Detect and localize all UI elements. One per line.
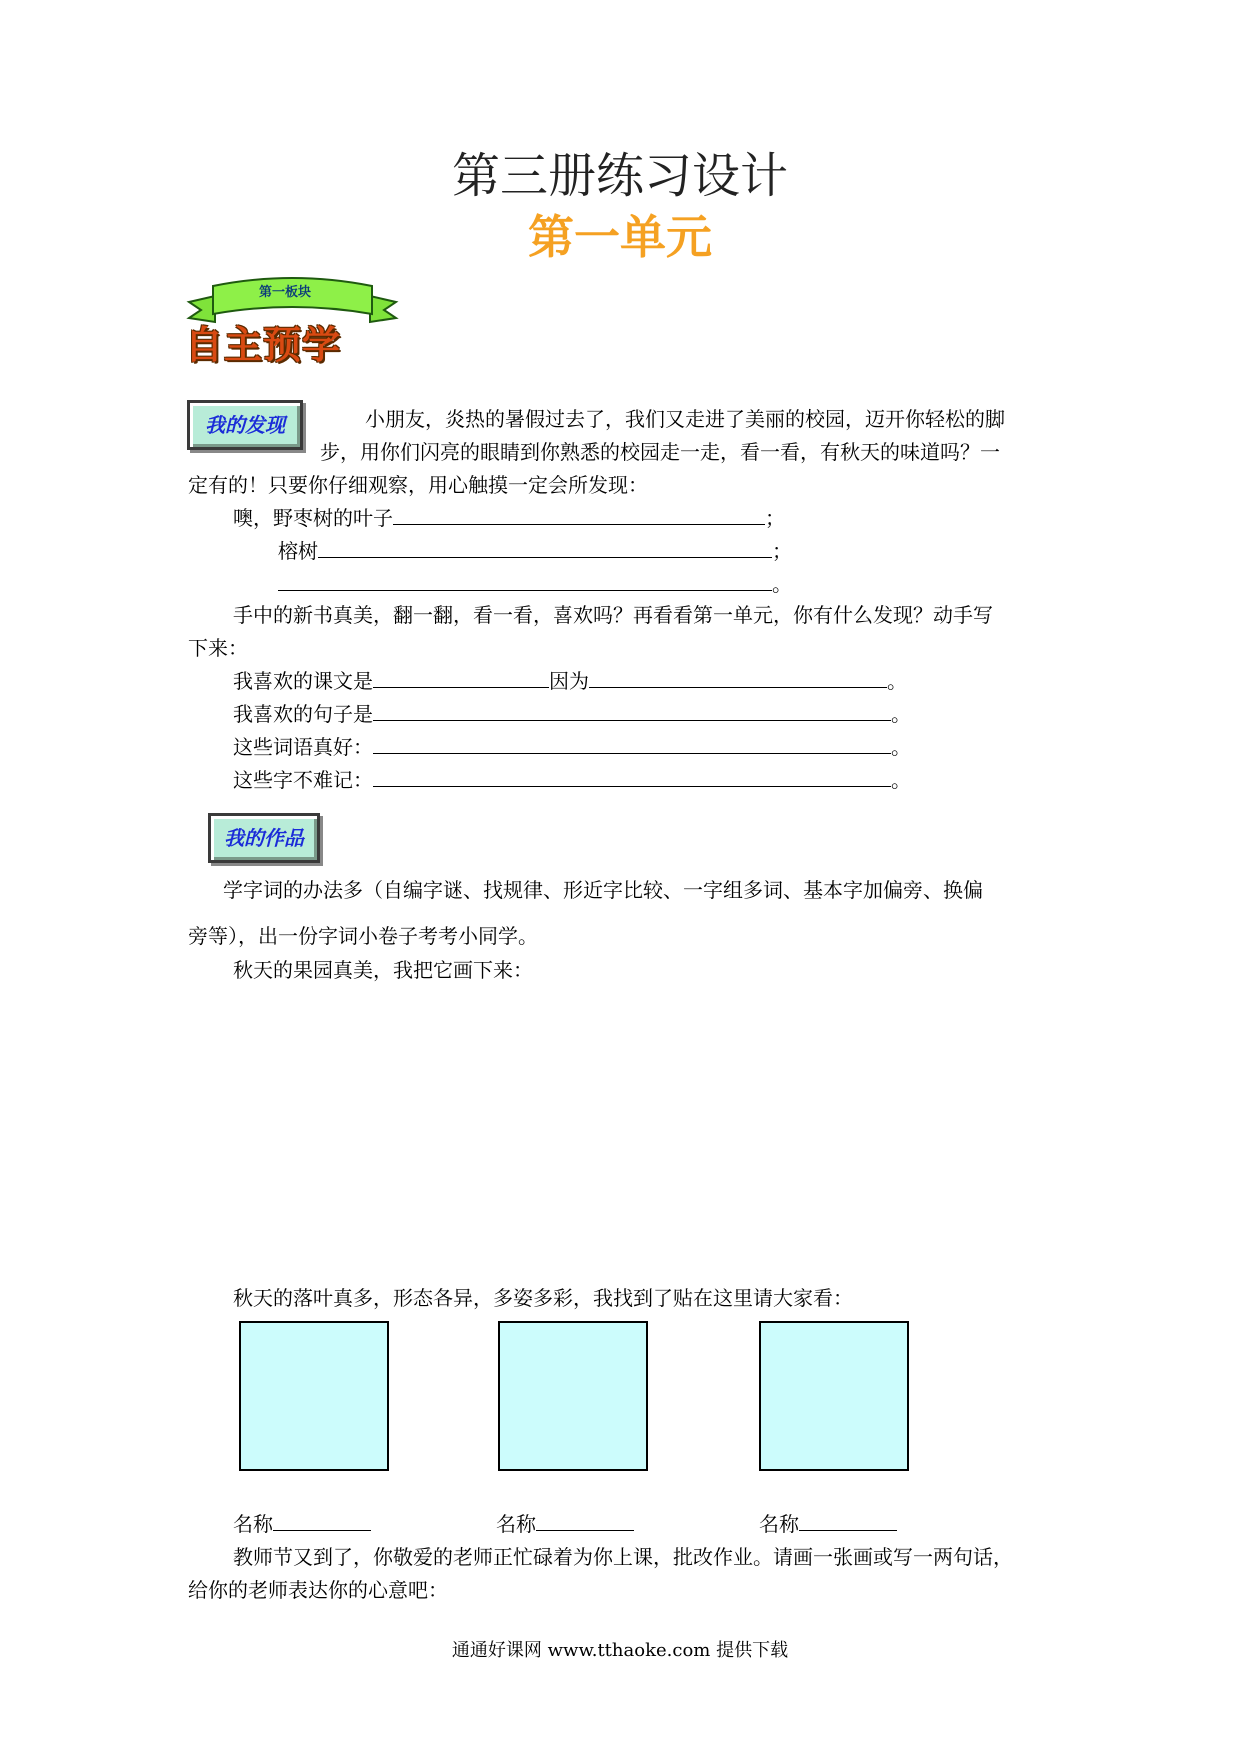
method-line-2: 旁等），出一份字词小卷子考考小同学。 — [188, 924, 538, 948]
answer-line[interactable] — [373, 667, 549, 688]
fill-prefix: 我喜欢的课文是 — [233, 669, 373, 693]
fill-prefix: 我喜欢的句子是 — [233, 702, 373, 726]
answer-line[interactable] — [393, 504, 765, 525]
intro-line-2: 步，用你们闪亮的眼睛到你熟悉的校园走一走，看一看，有秋天的味道吗？一 — [320, 440, 1000, 464]
leaves-line: 秋天的落叶真多，形态各异，多姿多彩，我找到了贴在这里请大家看： — [233, 1286, 853, 1310]
book-line-2: 下来： — [188, 636, 248, 660]
fill-end: 。 — [891, 735, 911, 759]
easy-chars-row — [233, 766, 911, 794]
answer-line[interactable] — [536, 1510, 634, 1531]
fill-prefix: 这些字不难记： — [233, 768, 373, 792]
leaf-box[interactable] — [759, 1321, 909, 1471]
leaf-box[interactable] — [239, 1321, 389, 1471]
answer-line[interactable] — [273, 1510, 371, 1531]
fav-text-row — [233, 667, 907, 695]
drawing-area[interactable] — [188, 995, 1048, 1265]
answer-line[interactable] — [278, 570, 772, 591]
fill-prefix: 噢，野枣树的叶子 — [233, 506, 393, 530]
teacher-line-1: 教师节又到了，你敬爱的老师正忙碌着为你上课，批改作业。请画一张画或写一两句话， — [233, 1545, 1013, 1569]
book-line-1: 手中的新书真美，翻一翻，看一看，喜欢吗？再看看第一单元，你有什么发现？动手写 — [233, 603, 993, 627]
badge-discovery: 我的发现 — [187, 400, 303, 450]
fill-row-1 — [233, 504, 785, 532]
answer-line[interactable] — [373, 766, 891, 787]
fill-end: 。 — [887, 669, 907, 693]
fav-sentence-row — [233, 700, 911, 728]
leaf-box[interactable] — [498, 1321, 648, 1471]
answer-line[interactable] — [318, 537, 772, 558]
fill-end: 。 — [772, 572, 792, 596]
ribbon-label: 第一板块 — [258, 285, 311, 300]
orchard-line: 秋天的果园真美，我把它画下来： — [233, 958, 533, 982]
section-banner — [185, 270, 400, 370]
fill-end: ； — [765, 506, 785, 530]
name-label: 名称 — [233, 1512, 273, 1536]
answer-line[interactable] — [589, 667, 887, 688]
answer-line[interactable] — [373, 733, 891, 754]
intro-line-3: 定有的！只要你仔细观察，用心触摸一定会所发现： — [188, 473, 648, 497]
fill-end: 。 — [891, 768, 911, 792]
fill-prefix: 这些词语真好： — [233, 735, 373, 759]
fill-row-3 — [278, 570, 792, 598]
intro-line-1: 小朋友，炎热的暑假过去了，我们又走进了美丽的校园，迈开你轻松的脚 — [365, 407, 1005, 431]
unit-subtitle: 第一单元 — [528, 210, 712, 264]
fill-end: ； — [772, 539, 792, 563]
leaf-name-row — [759, 1510, 897, 1538]
fill-prefix: 榕树 — [278, 539, 318, 563]
banner-label: 自主预学 — [185, 323, 342, 367]
teacher-line-2: 给你的老师表达你的心意吧： — [188, 1578, 448, 1602]
good-words-row — [233, 733, 911, 761]
name-label: 名称 — [496, 1512, 536, 1536]
fill-row-2 — [278, 537, 792, 565]
badge-works: 我的作品 — [208, 813, 320, 863]
leaf-name-row — [233, 1510, 371, 1538]
fill-end: 。 — [891, 702, 911, 726]
method-line-1: 学字词的办法多（自编字谜、找规律、形近字比较、一字组多词、基本字加偏旁、换偏 — [223, 878, 983, 902]
answer-line[interactable] — [373, 700, 891, 721]
footer: 通通好课网 www.tthaoke.com 提供下载 — [451, 1640, 789, 1661]
name-label: 名称 — [759, 1512, 799, 1536]
leaf-name-row — [496, 1510, 634, 1538]
page-title: 第三册练习设计 — [451, 148, 788, 204]
fill-mid: 因为 — [549, 669, 589, 693]
answer-line[interactable] — [799, 1510, 897, 1531]
